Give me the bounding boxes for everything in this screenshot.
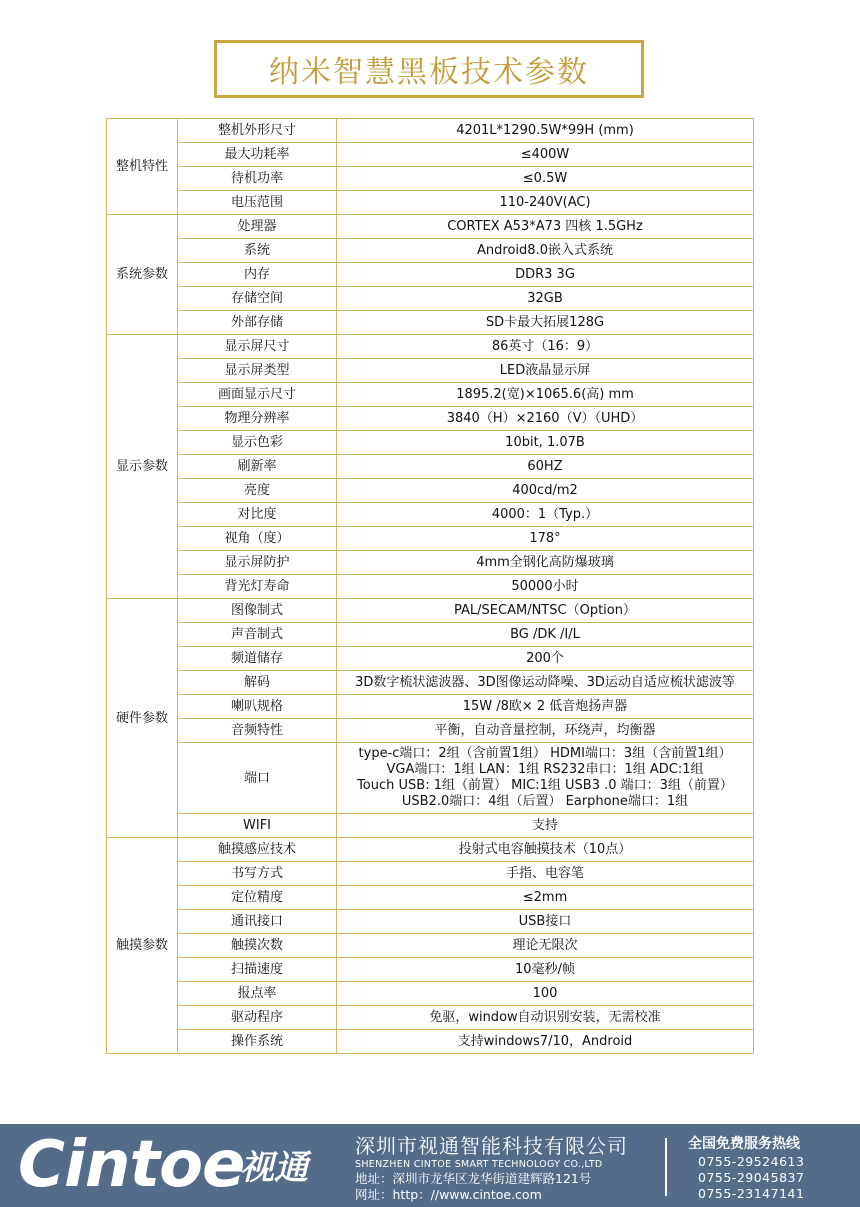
spec-label: 背光灯寿命 (178, 575, 337, 599)
spec-value: Android8.0嵌入式系统 (337, 239, 754, 263)
group-name: 系统参数 (107, 215, 178, 335)
spec-value: 投射式电容触摸技术（10点） (337, 838, 754, 862)
hotline (688, 1134, 848, 1202)
spec-label: 电压范围 (178, 191, 337, 215)
spec-value: 100 (337, 982, 754, 1006)
spec-label: 处理器 (178, 215, 337, 239)
company-name-en: SHENZHEN CINTOE SMART TECHNOLOGY CO.,LTD (355, 1159, 603, 1170)
spec-value: 支持windows7/10，Android (337, 1030, 754, 1054)
table-row (107, 287, 754, 311)
table-row (107, 982, 754, 1006)
spec-value: 110-240V(AC) (337, 191, 754, 215)
spec-label: 频道储存 (178, 647, 337, 671)
table-row (107, 551, 754, 575)
spec-label: 定位精度 (178, 886, 337, 910)
spec-label: 画面显示尺寸 (178, 383, 337, 407)
table-row (107, 383, 754, 407)
hotline-phone: 0755-23147141 (698, 1186, 805, 1201)
spec-label: 触摸次数 (178, 934, 337, 958)
table-row (107, 910, 754, 934)
table-row (107, 215, 754, 239)
table-row (107, 623, 754, 647)
group-name: 硬件参数 (107, 599, 178, 838)
spec-label: 刷新率 (178, 455, 337, 479)
spec-label: WIFI (178, 814, 337, 838)
spec-label: 物理分辨率 (178, 407, 337, 431)
table-row (107, 1030, 754, 1054)
spec-label: 亮度 (178, 479, 337, 503)
spec-label: 音频特性 (178, 719, 337, 743)
spec-label: 通讯接口 (178, 910, 337, 934)
table-row (107, 359, 754, 383)
spec-value: 10毫秒/帧 (337, 958, 754, 982)
spec-value: DDR3 3G (337, 263, 754, 287)
spec-value: BG /DK /I/L (337, 623, 754, 647)
spec-label: 操作系统 (178, 1030, 337, 1054)
table-row (107, 575, 754, 599)
spec-value-line: Touch USB: 1组（前置） MIC:1组 USB3 .0 端口：3组（前置） (357, 778, 733, 793)
spec-label: 存储空间 (178, 287, 337, 311)
spec-value: 15W /8欧× 2 低音炮扬声器 (337, 695, 754, 719)
spec-value: ≤400W (337, 143, 754, 167)
spec-value: USB接口 (337, 910, 754, 934)
table-row (107, 695, 754, 719)
spec-value-line: type-c端口：2组（含前置1组） HDMI端口：3组（含前置1组） (358, 746, 732, 761)
spec-label: 视角（度） (178, 527, 337, 551)
group-name: 显示参数 (107, 335, 178, 599)
spec-value: 手指、电容笔 (337, 862, 754, 886)
spec-value: 4000：1（Typ.） (337, 503, 754, 527)
spec-label: 触摸感应技术 (178, 838, 337, 862)
table-row (107, 647, 754, 671)
spec-value: 10bit, 1.07B (337, 431, 754, 455)
spec-value (337, 743, 754, 814)
table-row (107, 455, 754, 479)
table-row (107, 1006, 754, 1030)
table-row (107, 838, 754, 862)
spec-value: ≤2mm (337, 886, 754, 910)
table-row (107, 862, 754, 886)
spec-label: 显示屏防护 (178, 551, 337, 575)
group-name: 触摸参数 (107, 838, 178, 1054)
spec-label: 扫描速度 (178, 958, 337, 982)
company-website: 网址：http：//www.cintoe.com (355, 1187, 542, 1202)
table-row (107, 719, 754, 743)
spec-value: 32GB (337, 287, 754, 311)
spec-value: 免驱，window自动识别安装，无需校准 (337, 1006, 754, 1030)
spec-value: 178° (337, 527, 754, 551)
spec-value: 平衡，自动音量控制，环绕声，均衡器 (337, 719, 754, 743)
spec-label: 驱动程序 (178, 1006, 337, 1030)
spec-label: 待机功率 (178, 167, 337, 191)
table-row (107, 934, 754, 958)
table-row (107, 886, 754, 910)
spec-value: 400cd/m2 (337, 479, 754, 503)
spec-value: SD卡最大拓展128G (337, 311, 754, 335)
spec-value: 86英寸（16：9） (337, 335, 754, 359)
spec-label: 解码 (178, 671, 337, 695)
spec-value: ≤0.5W (337, 167, 754, 191)
table-row (107, 814, 754, 838)
table-row (107, 143, 754, 167)
hotline-title: 全国免费服务热线 (688, 1136, 800, 1152)
table-row (107, 119, 754, 143)
spec-value: LED液晶显示屏 (337, 359, 754, 383)
table-row (107, 335, 754, 359)
spec-value: 60HZ (337, 455, 754, 479)
company-info (355, 1134, 655, 1203)
title-box (214, 40, 644, 98)
table-row (107, 263, 754, 287)
spec-value-line: USB2.0端口：4组（后置） Earphone端口：1组 (401, 794, 689, 809)
spec-label: 报点率 (178, 982, 337, 1006)
spec-value: 3D数字梳状滤波器、3D图像运动降噪、3D运动自适应梳状滤波等 (337, 671, 754, 695)
footer-divider (665, 1138, 667, 1196)
table-row (107, 191, 754, 215)
spec-label: 声音制式 (178, 623, 337, 647)
spec-label: 显示屏类型 (178, 359, 337, 383)
spec-value: PAL/SECAM/NTSC（Option） (337, 599, 754, 623)
spec-value: 理论无限次 (337, 934, 754, 958)
spec-label: 外部存储 (178, 311, 337, 335)
table-row (107, 527, 754, 551)
spec-value: 4201L*1290.5W*99H (mm) (337, 119, 754, 143)
spec-value: CORTEX A53*A73 四核 1.5GHz (337, 215, 754, 239)
hotline-phone: 0755-29524613 (698, 1154, 805, 1169)
spec-label: 显示屏尺寸 (178, 335, 337, 359)
page-title: 纳米智慧黑板技术参数 (269, 55, 589, 90)
table-row (107, 311, 754, 335)
brand-logo: Cintoe (18, 1128, 245, 1202)
table-row (107, 503, 754, 527)
spec-value: 1895.2(宽)×1065.6(高) mm (337, 383, 754, 407)
hotline-phone: 0755-29045837 (698, 1170, 805, 1185)
spec-label: 图像制式 (178, 599, 337, 623)
spec-label: 端口 (178, 743, 337, 814)
table-row (107, 479, 754, 503)
spec-label: 内存 (178, 263, 337, 287)
spec-value: 200个 (337, 647, 754, 671)
table-row (107, 407, 754, 431)
spec-label: 整机外形尺寸 (178, 119, 337, 143)
spec-label: 书写方式 (178, 862, 337, 886)
spec-value: 支持 (337, 814, 754, 838)
company-address: 地址：深圳市龙华区龙华街道建辉路121号 (355, 1171, 592, 1186)
table-row (107, 958, 754, 982)
spec-label: 系统 (178, 239, 337, 263)
spec-table (106, 118, 754, 1054)
footer (0, 1124, 860, 1207)
company-name-cn: 深圳市视通智能科技有限公司 (355, 1134, 628, 1158)
table-row (107, 167, 754, 191)
table-row (107, 239, 754, 263)
group-name: 整机特性 (107, 119, 178, 215)
spec-value: 3840（H）×2160（V）（UHD） (337, 407, 754, 431)
spec-label: 显示色彩 (178, 431, 337, 455)
spec-label: 喇叭规格 (178, 695, 337, 719)
spec-value: 50000小时 (337, 575, 754, 599)
spec-value: 4mm全钢化高防爆玻璃 (337, 551, 754, 575)
spec-label: 最大功耗率 (178, 143, 337, 167)
spec-value-line: VGA端口：1组 LAN：1组 RS232串口：1组 ADC:1组 (386, 762, 704, 777)
spec-label: 对比度 (178, 503, 337, 527)
table-row (107, 599, 754, 623)
table-row (107, 743, 754, 814)
table-row (107, 431, 754, 455)
brand-logo-cn: 视通 (240, 1148, 308, 1188)
table-row (107, 671, 754, 695)
